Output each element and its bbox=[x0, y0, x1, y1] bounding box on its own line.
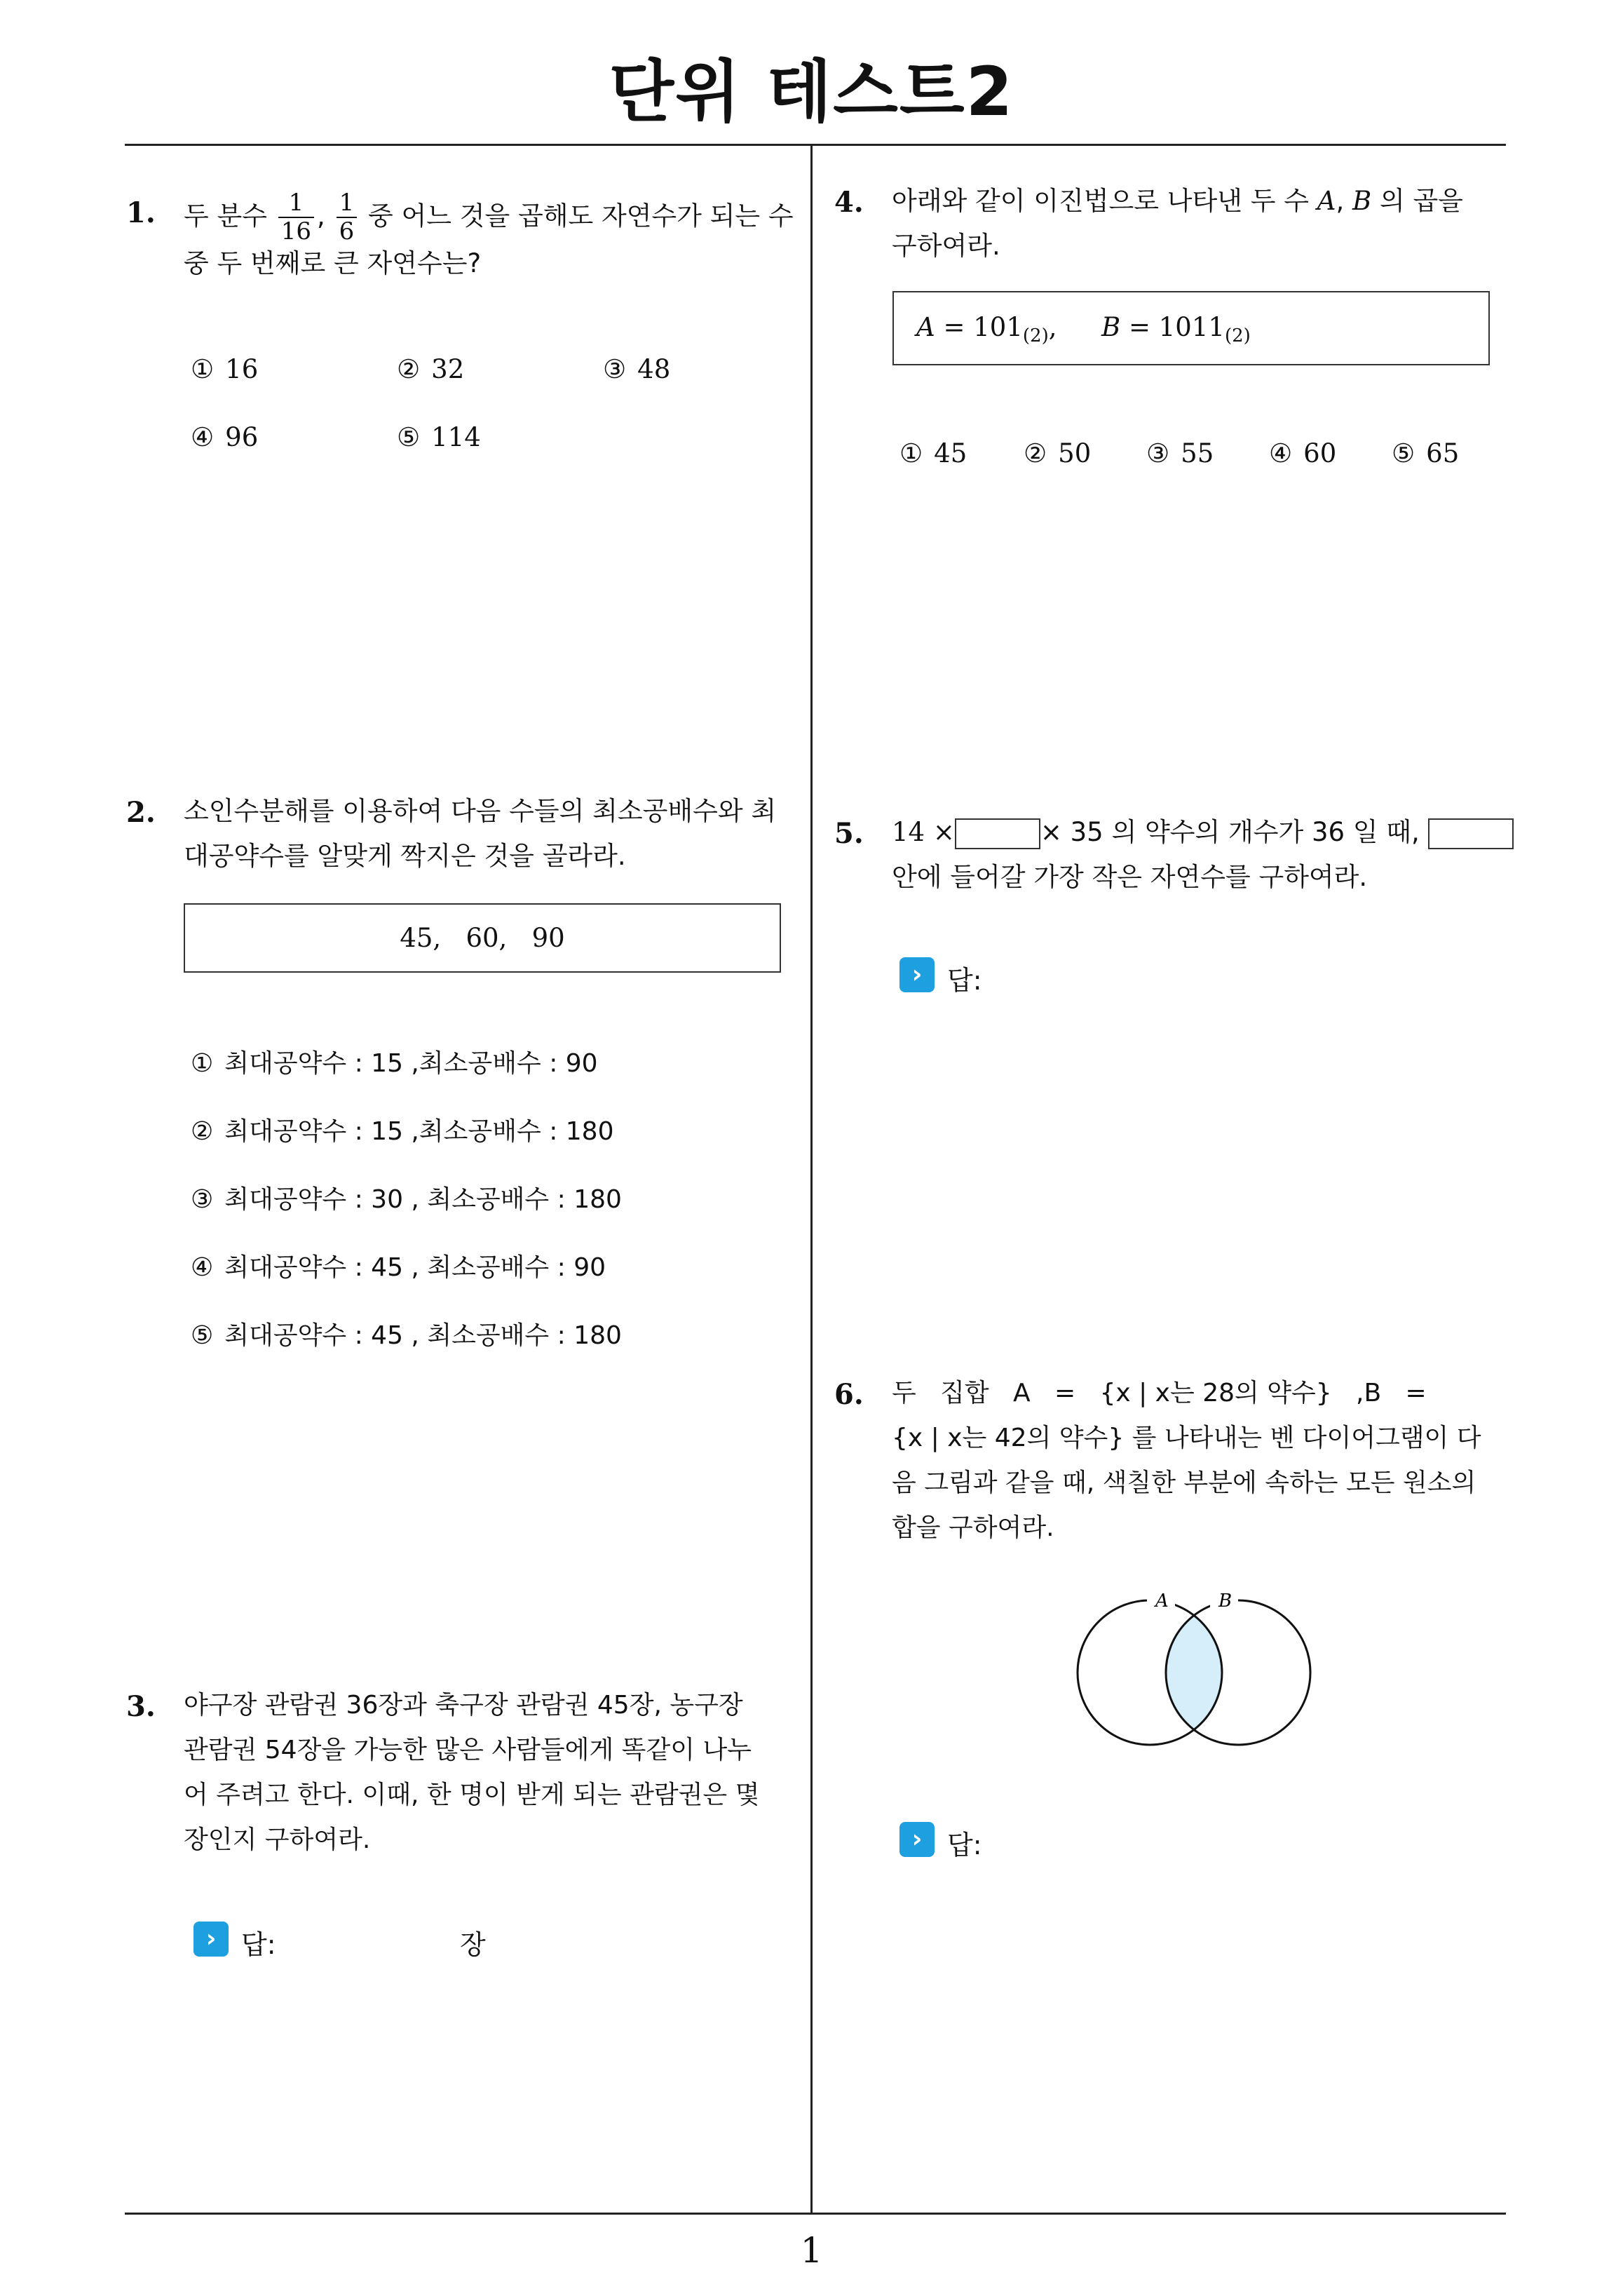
question-number: 5. bbox=[834, 817, 864, 850]
choice-1[interactable]: ① 최대공약수 : 15 ,최소공배수 : 90 bbox=[191, 1049, 598, 1078]
question-number: 4. bbox=[834, 186, 864, 219]
page-title: 단위 테스트2 bbox=[609, 53, 1014, 131]
question-text bbox=[184, 1683, 871, 1863]
question-text bbox=[184, 789, 857, 879]
q2-text-line1: 소인수분해를 이용하여 다음 수들의 최소공배수와 최 bbox=[184, 796, 777, 826]
q4-text-line2: 구하여라. bbox=[892, 231, 1000, 261]
fraction-1-6: $\frac{1}{6}$ bbox=[337, 189, 358, 245]
choice-3[interactable]: ③ 최대공약수 : 30 , 최소공배수 : 180 bbox=[191, 1185, 622, 1214]
q1-text-pre: 두 분수 bbox=[184, 201, 267, 231]
q6-text-line2: {x | x는 42의 약수} 를 나타내는 벤 다이어그램이 다 bbox=[892, 1424, 1481, 1452]
question-text: 두 분수 $\frac{1}{16}$ , $\frac{1}{6}$ 중 어느 것을 곱해도 자연수가 되는 수 중 두 번째로 큰 자연수는? bbox=[184, 189, 927, 286]
answer-field[interactable] bbox=[193, 1922, 516, 1961]
venn-label-b: B bbox=[1218, 1591, 1232, 1612]
footer-rule bbox=[125, 2213, 1506, 2215]
answer-field[interactable] bbox=[899, 1822, 1110, 1861]
column-divider bbox=[810, 146, 813, 2215]
venn-label-a: A bbox=[1155, 1591, 1169, 1612]
q2-text-line2: 대공약수를 알맞게 짝지은 것을 골라라. bbox=[184, 841, 626, 871]
answer-unit: 장 bbox=[460, 1929, 486, 1960]
question-text: 아래와 같이 이진법으로 나타낸 두 수 A, B 의 곱을 구하여라. bbox=[892, 179, 1523, 269]
binary-numbers-box: $A = 101_{(2)}$, $B = 1011_{(2)}$ bbox=[892, 291, 1490, 365]
question-number: 3. bbox=[126, 1690, 156, 1723]
header-rule bbox=[125, 144, 1506, 146]
choice-3[interactable]: ③ 55 bbox=[1146, 438, 1214, 468]
answer-label: 답: bbox=[947, 1830, 982, 1861]
q6-text-line3: 음 그림과 같을 때, 색칠한 부분에 속하는 모든 원소의 bbox=[892, 1468, 1476, 1497]
q3-text-line1: 야구장 관람권 36장과 축구장 관람권 45장, 농구장 bbox=[184, 1691, 743, 1720]
page-number: 1 bbox=[800, 2230, 823, 2271]
q6-text-line4: 합을 구하여라. bbox=[892, 1513, 1054, 1542]
question-number: 2. bbox=[126, 796, 156, 829]
choice-4[interactable]: ④ 96 bbox=[191, 422, 259, 452]
choice-5[interactable]: ⑤ 65 bbox=[1392, 438, 1460, 468]
choice-1[interactable]: ① 16 bbox=[191, 354, 259, 384]
venn-diagram bbox=[1066, 1581, 1332, 1767]
blank-box-2 bbox=[1428, 818, 1514, 849]
q6-text-line1: 두 집합 A = {x | x는 28의 약수} ,B = bbox=[892, 1379, 1427, 1407]
q5-text-line2: 안에 들어갈 가장 작은 자연수를 구하여라. bbox=[892, 862, 1368, 892]
question-text bbox=[892, 1371, 1523, 1551]
choice-2[interactable]: ② 최대공약수 : 15 ,최소공배수 : 180 bbox=[191, 1117, 614, 1146]
question-text: 14 × × 35 의 약수의 개수가 36 일 때, 안에 들어갈 가장 작은 자연수를 구하여라. bbox=[892, 810, 1509, 900]
number-box: 45, 60, 90 bbox=[184, 903, 781, 973]
choice-5[interactable]: ⑤ 114 bbox=[397, 422, 481, 452]
q3-text-line3: 어 주려고 한다. 이때, 한 명이 받게 되는 관람권은 몇 bbox=[184, 1781, 760, 1809]
choice-2[interactable]: ② 32 bbox=[397, 354, 465, 384]
answer-field[interactable] bbox=[899, 957, 1110, 997]
question-number: 1. bbox=[126, 196, 156, 229]
answer-label: 답: bbox=[241, 1929, 276, 1960]
q3-text-line4: 장인지 구하여라. bbox=[184, 1825, 371, 1854]
choice-3[interactable]: ③ 48 bbox=[603, 354, 671, 384]
choice-4[interactable]: ④ 최대공약수 : 45 , 최소공배수 : 90 bbox=[191, 1253, 606, 1282]
choice-4[interactable]: ④ 60 bbox=[1269, 438, 1337, 468]
choice-2[interactable]: ② 50 bbox=[1024, 438, 1092, 468]
answer-label: 답: bbox=[947, 965, 982, 996]
choice-1[interactable]: ① 45 bbox=[899, 438, 967, 468]
choice-5[interactable]: ⑤ 최대공약수 : 45 , 최소공배수 : 180 bbox=[191, 1321, 622, 1350]
question-number: 6. bbox=[834, 1378, 864, 1411]
q1-text-line2: 중 두 번째로 큰 자연수는? bbox=[184, 248, 482, 278]
chevron-right-icon: › bbox=[193, 1922, 229, 1957]
fraction-1-16: $\frac{1}{16}$ bbox=[278, 189, 314, 245]
chevron-right-icon: › bbox=[899, 1822, 935, 1857]
q3-text-line2: 관람권 54장을 가능한 많은 사람들에게 똑같이 나누 bbox=[184, 1736, 752, 1764]
q1-text-post: 중 어느 것을 곱해도 자연수가 되는 수 bbox=[367, 201, 794, 231]
chevron-right-icon: › bbox=[899, 957, 935, 992]
blank-box-1 bbox=[955, 818, 1040, 849]
